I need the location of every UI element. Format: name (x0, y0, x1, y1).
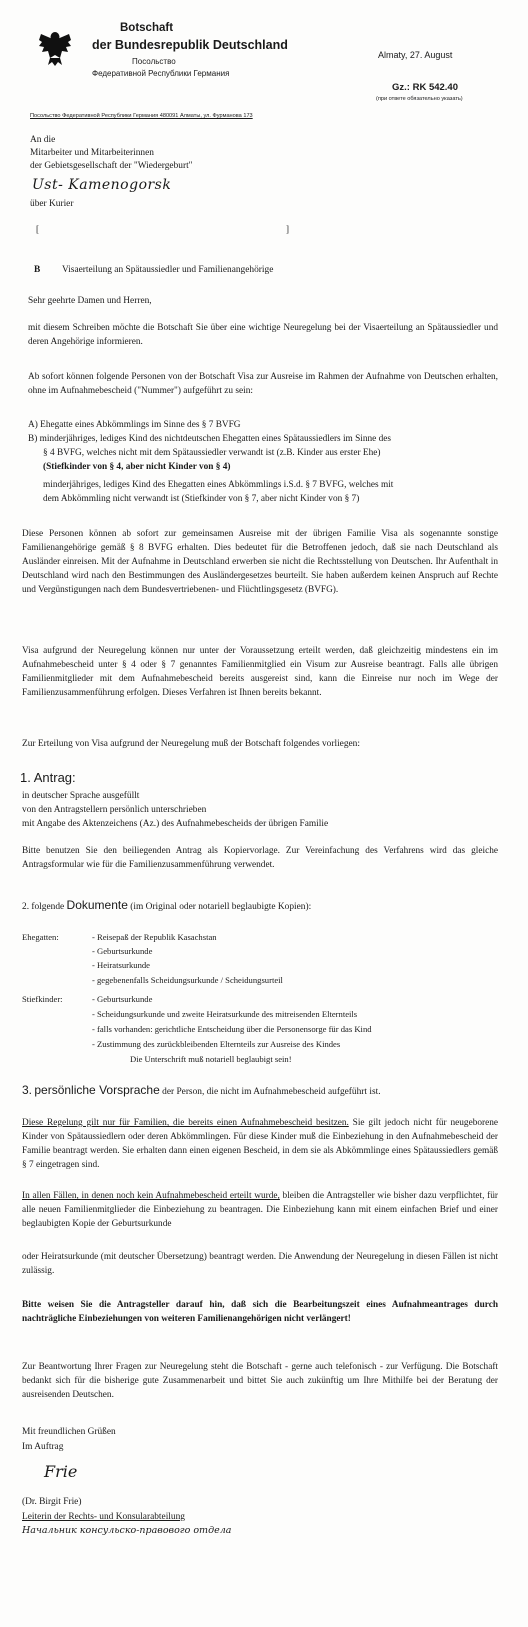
embassy-name-ru1: Посольство (132, 57, 176, 66)
diese-personen-paragraph: Diese Personen können ab sofort zur gemeinsamen Ausreise mit der übrigen Familie Visa als sogenannte sonstige Familienangehörige gemäß § 8 BVFG erhalten. Dies bedeutet für die Betroffenen jedoch, daß sie nach Deutschland als Ausländer einreisen. Mit der Aufnahme in Deutschland erwerben sie nicht die Rechtsstellung von Deutschen. Ihr Aufenthalt in Deutschland wird nach den Bestimmungen des Ausländergesetzes beurteilt. Sie haben außerdem keinen Anspruch auf Rechte und Vergünstigungen nach dem Bundesvertriebenen- und Flüchtlingsgesetz (BVFG). (22, 529, 498, 595)
vorsprache-heading (22, 1083, 381, 1099)
reference-note: (при ответе обязательно указать) (376, 96, 463, 102)
address-bracket-left: [ (36, 224, 39, 234)
ehegatten-label: Ehegatten: (22, 932, 59, 942)
reference-number: Gz.: RK 542.40 (392, 82, 458, 93)
dokumente-num: 2. folgende (22, 902, 65, 912)
ehegatten-item: - Reisepaß der Republik Kasachstan (92, 932, 217, 942)
intro-paragraph: mit diesem Schreiben möchte die Botschaft Sie über eine wichtige Neuregelung bei der Visaerteilung an Spätaussiedler und deren Angehörige informieren. (28, 323, 498, 347)
handwritten-city: Ust- Kamenogorsk (32, 177, 172, 193)
dokumente-heading (22, 898, 311, 914)
vorsprache-rest: der Person, die nicht im Aufnahmebescheid aufgeführt ist. (162, 1087, 381, 1097)
salutation: Sehr geehrte Damen und Herren, (28, 296, 152, 306)
signature-scrawl: Frie (44, 1462, 78, 1481)
embassy-name-line2: der Bundesrepublik Deutschland (92, 38, 288, 52)
allen-faellen-text: bleiben die Antragsteller wie bisher dazu verpflichtet, für alle neuen Familienmitglieder die Einbeziehung zu beantragen. Die Einbeziehung kann mit einem einfachen Brief und einer beglaubigten Kopie der Geburtsurkunde (22, 1191, 499, 1229)
list-item-b-cont: § 4 BVFG, welches nicht mit dem Spätaussiedler verwandt ist (z.B. Kinder aus erster Ehe) (43, 448, 381, 458)
closing-im-auftrag: Im Auftrag (22, 1442, 64, 1452)
signer-title: Leiterin der Rechts- und Konsularabteilung (22, 1512, 185, 1522)
stiefkinder-item: - Geburtsurkunde (92, 994, 153, 1004)
allen-faellen-paragraph (22, 1190, 498, 1232)
ab-sofort-paragraph: Ab sofort können folgende Personen von der Botschaft Visa zur Ausreise im Rahmen der Aufnahme von Deutschen erhalten, ohne im Aufnahmebescheid ("Nummer") aufgeführt zu sein: (28, 372, 498, 396)
list-item-c: minderjähriges, lediges Kind des Ehegatten eines Abkömmlings i.S.d. § 7 BVFG, welches mit (43, 480, 394, 490)
list-item-b: B) minderjähriges, lediges Kind des nichtdeutschen Ehegatten eines Spätaussiedlers im Sinne des (28, 434, 392, 444)
bitte-benutzen-paragraph: Bitte benutzen Sie den beiliegenden Antrag als Kopiervorlage. Zur Vereinfachung des Verfahrens wird das gleiche Antragsformular wie für die Familienzusammenführung verwendet. (22, 846, 498, 870)
ehegatten-item: - Geburtsurkunde (92, 946, 153, 956)
list-item-a: A) Ehegatte eines Abkömmlings im Sinne des § 7 BVFG (28, 420, 241, 430)
address-line: Mitarbeiter und Mitarbeiterinnen (30, 148, 154, 158)
antrag-item: in deutscher Sprache ausgefüllt (22, 791, 140, 801)
place-date: Almaty, 27. August (378, 50, 453, 60)
list-item-c-cont: dem Abkömmling nicht verwandt ist (Stiefkinder von § 7, aber nicht Kinder von § 7) (43, 494, 360, 504)
federal-eagle-logo (38, 28, 72, 68)
beantwortung-paragraph: Zur Beantwortung Ihrer Fragen zur Neuregelung steht die Botschaft - gerne auch telefonisch - zur Verfügung. Die Botschaft bedankt sich für die bisherige gute Zusammenarbeit und bittet Sie auch zukünftig um Ihre Mithilfe bei der Beratung der ausreisenden Deutschen. (22, 1362, 498, 1400)
regelung-text: Sie gilt jedoch nicht für neugeborene Kinder von Spätaussiedlern oder deren Abkömmlingen. Für diese Kinder muß die Einbeziehung in den Aufnahmebescheid der Familie beantragt werden. Sie erhalten dann einen eigenen Bescheid, in dem sie als Abkömmlinge eines Spätaussiedlers gemäß § 7 eingetragen sind. (22, 1118, 498, 1170)
notariell-note: Die Unterschrift muß notariell beglaubigt sein! (130, 1054, 292, 1064)
antrag-heading: 1. Antrag: (20, 770, 76, 785)
antrag-item: von den Antragstellern persönlich unterschrieben (22, 805, 207, 815)
embassy-name-ru2: Федеративной Республики Германия (92, 69, 230, 78)
via-courier: über Kurier (30, 199, 74, 209)
stiefkinder-label: Stiefkinder: (22, 994, 63, 1004)
visa-neuregelung-paragraph: Visa aufgrund der Neuregelung können nur unter der Voraussetzung erteilt werden, daß gleichzeitig mindestens ein im Aufnahmebescheid unter § 4 oder § 7 genanntes Familienmitglied ein Visum zur Ausreise beantragt. Falls alle übrigen Familienmitglieder mit dem Aufnahmebescheid bereits ausgereist sind, kann die Einreise nur noch im Wege der Familienzusammenführung erfolgen. Dieses Verfahren ist Ihnen bereits bekannt. (22, 646, 498, 698)
stiefkinder-item: - falls vorhanden: gerichtliche Entscheidung über die Personensorge für das Kind (92, 1024, 372, 1034)
embassy-name-line1: Botschaft (120, 22, 174, 34)
subject-prefix: B (34, 265, 41, 275)
sender-line: Посольство Федеративной Республики Германия 480091 Алматы, ул. Фурманова 173 (30, 113, 253, 119)
vorsprache-num: 3. (22, 1083, 33, 1097)
allen-faellen-underlined: In allen Fällen, in denen noch kein Aufnahmebescheid erteilt wurde, (22, 1191, 280, 1201)
closing-greeting: Mit freundlichen Grüßen (22, 1427, 116, 1437)
dokumente-word: Dokumente (66, 898, 128, 912)
ehegatten-item: - Heiratsurkunde (92, 960, 150, 970)
list-item-b-note: (Stiefkinder von § 4, aber nicht Kinder von § 4) (43, 462, 231, 472)
erteilung-line: Zur Erteilung von Visa aufgrund der Neuregelung muß der Botschaft folgendes vorliegen: (22, 739, 360, 749)
handwritten-title-ru: Начальник консульско-правового отдела (22, 1525, 232, 1536)
bitte-weisen-paragraph: Bitte weisen Sie die Antragsteller darauf hin, daß sich die Bearbeitungszeit eines Aufnahmeantrages durch nachträgliche Einbeziehungen von weiteren Familienangehörigen nicht verlängert! (22, 1300, 498, 1324)
vorsprache-word: persönliche Vorsprache (34, 1083, 160, 1097)
stiefkinder-item: - Zustimmung des zurückbleibenden Elternteils zur Ausreise des Kindes (92, 1039, 341, 1049)
heiratsurkunde-paragraph: oder Heiratsurkunde (mit deutscher Übersetzung) beantragt werden. Die Anwendung der Neuregelung in diesen Fällen ist nicht zulässig. (22, 1252, 498, 1276)
address-line: An die (30, 135, 56, 145)
regelung-underlined: Diese Regelung gilt nur für Familien, die bereits einen Aufnahmebescheid besitzen. (22, 1118, 349, 1128)
regelung-paragraph (22, 1117, 498, 1173)
signer-name: (Dr. Birgit Frie) (22, 1497, 82, 1507)
subject-line: Visaerteilung an Spätaussiedler und Familienangehörige (62, 265, 274, 275)
address-line: der Gebietsgesellschaft der "Wiedergeburt" (30, 161, 193, 171)
antrag-item: mit Angabe des Aktenzeichens (Az.) des Aufnahmebescheids der übrigen Familie (22, 819, 329, 829)
ehegatten-item: - gegebenenfalls Scheidungsurkunde / Scheidungsurteil (92, 975, 283, 985)
address-bracket-right: ] (286, 224, 289, 234)
stiefkinder-item: - Scheidungsurkunde und zweite Heiratsurkunde des mitreisenden Elternteils (92, 1009, 358, 1019)
dokumente-rest: (im Original oder notariell beglaubigte Kopien): (130, 902, 312, 912)
